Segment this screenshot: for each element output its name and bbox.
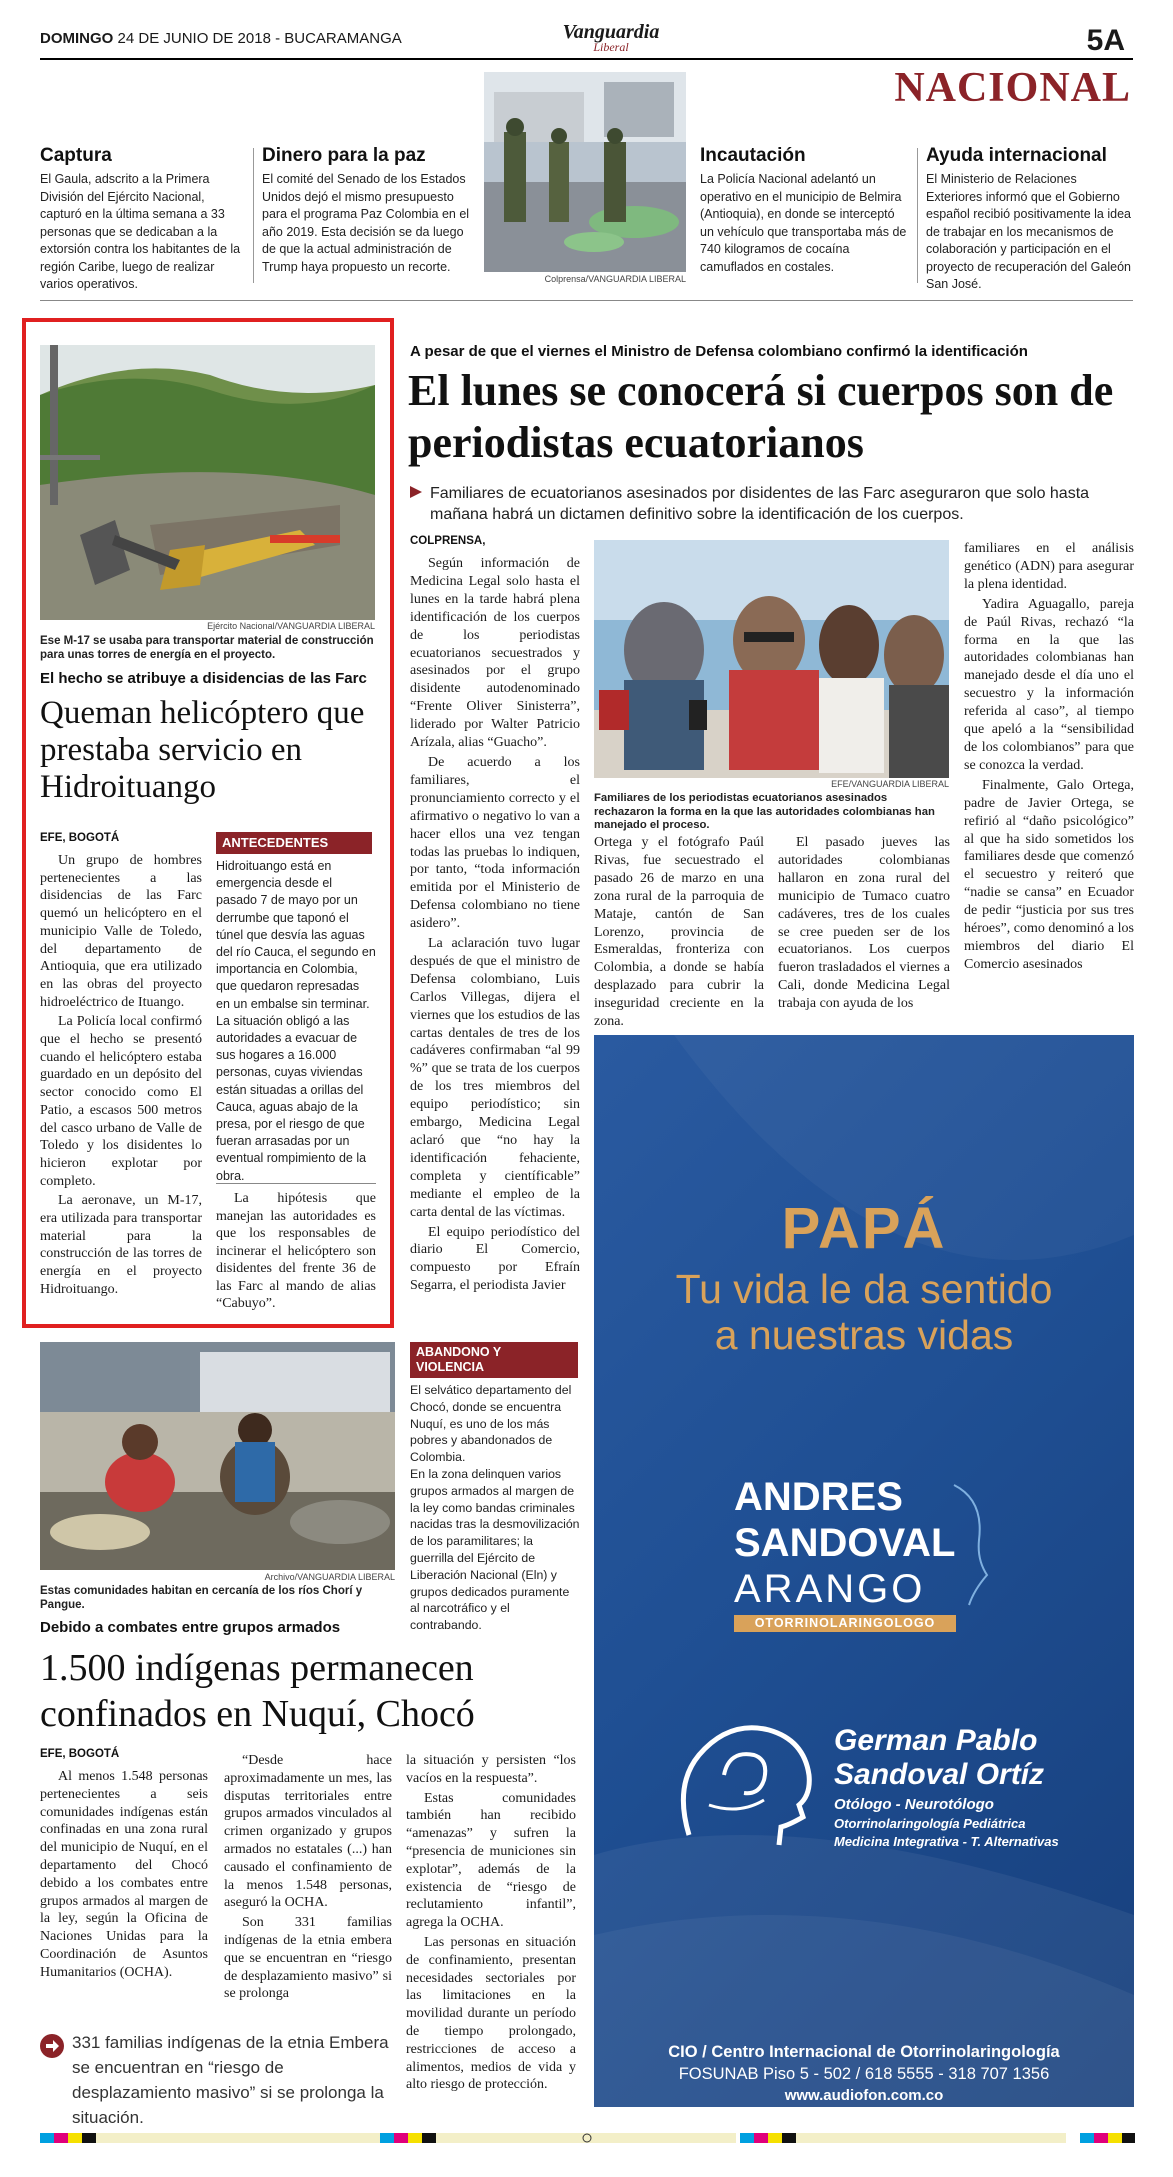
photo-credit: EFE/VANGUARDIA LIBERAL: [831, 779, 949, 789]
brief-title: Ayuda internacional: [926, 145, 1107, 166]
date-rest: 24 DE JUNIO DE 2018 - BUCARAMANGA: [117, 30, 402, 47]
story-byline: EFE, BOGOTÁ: [40, 1748, 120, 1760]
paragraph: Son 331 familias indígenas de la etnia embera que se encuentran en “riesgo de desplazamiento masivo” si se prolonga: [224, 1915, 392, 2002]
brief-title: Incautación: [700, 145, 806, 166]
deck-arrow-icon: [410, 486, 422, 498]
brief-text: El Ministerio de Relaciones Exteriores informó que el Gobierno español recibió positivamente la idea de trabajar en los mecanismos de colaboración y participación en el proyecto de recuperación del Galeón San José.: [926, 172, 1131, 291]
brief-captura: [40, 145, 245, 294]
photo-caption: Familiares de los periodistas ecuatorianos asesinados rechazaron la forma en la que las autoridades colombianas han manejado el proceso.: [594, 792, 935, 831]
sidebar-box: [216, 858, 376, 1185]
date-line: [40, 30, 402, 47]
brief-title: Dinero para la paz: [262, 145, 426, 166]
doctor2-spec3: Medicina Integrativa - T. Alternativas: [834, 1834, 1059, 1849]
header-rule: [40, 58, 1133, 60]
section-title: NACIONAL: [894, 65, 1131, 111]
sidebar-paragraph: La situación obligó a las autoridades a evacuar de sus hogares a 16.000 personas, cuyas viviendas están situadas a orillas del Cauca, aguas abajo de la presa, por el riesgo de que fueran arrasadas por un eventual rompimiento de la obra.: [216, 1013, 367, 1183]
story-kicker: Debido a combates entre grupos armados: [40, 1619, 341, 1636]
paragraph: Yadira Aguagallo, pareja de Paúl Rivas, rechazó “la forma en la que las autoridades colombianas han manejado desde el día uno el secuestro y la información referida al caso”, al tiempo que apeló a la “sensibilidad de los colombianos” para que se conozca la verdad.: [964, 596, 1134, 773]
paragraph: De acuerdo a los familiares, el pronunciamiento correcto y el afirmativo o negativo lo van a hacer ellos una vez tengan todas las pruebas lo indiquen, por tanto, “toda información emitida por el Ministerio de Defensa colombiano no tiene asidero”.: [410, 754, 580, 932]
sidebar-paragraph: El selvático departamento del Chocó, donde se encuentra Nuquí, es uno de los más pobres y abandonados de Colombia.: [410, 1383, 572, 1465]
main-deck: Familiares de ecuatorianos asesinados por disidentes de las Farc aseguraron que solo hasta mañana habrá un dictamen definitivo sobre la identificación de los cuerpos.: [430, 485, 1090, 523]
paragraph: La aclaración tuvo lugar después de que el ministro de Defensa colombiano, Luis Carlos Villegas, dijera el viernes que los estudios de las cartas dentales de tres de los cadáveres confirmaban “al 99 %” que se trata de los cuerpos de los tres miembros del equipo periodístico; sin embargo, Medicina Legal aclaró que “no hay la identificación fehaciente, completa y científicable” mediante el empleo de la carta dental de las víctimas.: [410, 936, 580, 1220]
paragraph: Al menos 1.548 personas pertenecientes a seis comunidades indígenas están confinadas en una zona rural del municipio de Nuquí, en el departamento del Chocó debido a los combates entre grupos armados al margen de la ley, según la Oficina de Naciones Unidas para la Coordinación de Asuntos Humanitarios (OCHA).: [40, 1769, 208, 1980]
doctor1-last: SANDOVAL: [734, 1521, 956, 1565]
main-col1: [410, 555, 580, 1297]
ad-tagline-2: a nuestras vidas: [714, 1312, 1014, 1358]
sidebar-paragraph: En la zona delinquen varios grupos armados al margen de la ley como bandas criminales nacidas tras la desmovilización de los paramilitares; la guerrilla del Ejército de Liberación Nacional (Eln) y grupos dedicados puramente al narcotráfico y el contrabando.: [410, 1466, 580, 1633]
brief-ayuda: [926, 145, 1136, 294]
doctor1-specialty: OTORRINOLARINGOLOGO: [734, 1615, 956, 1632]
pullquote: 331 familias indígenas de la etnia Embera se encuentran en “riesgo de desplazamiento masivo” si se prolonga la situación.: [72, 2033, 389, 2127]
main-col3: [778, 834, 950, 1015]
helicopter-photo: [40, 345, 375, 620]
brief-title: Captura: [40, 145, 112, 166]
brief-dinero: [262, 145, 472, 276]
print-color-bar: [40, 2128, 1135, 2138]
indigenas-col2: [224, 1752, 392, 2005]
brief-photo: [484, 72, 686, 272]
photo-caption: Estas comunidades habitan en cercanía de los ríos Chorí y Pangue.: [40, 1585, 363, 1611]
photo-credit: Colprensa/VANGUARDIA LIBERAL: [544, 274, 686, 284]
divider: [253, 148, 254, 283]
paragraph: El equipo periodístico del diario El Comercio, compuesto por Efraín Segarra, el periodista Javier: [410, 1224, 580, 1294]
photo-credit: Archivo/VANGUARDIA LIBERAL: [264, 1572, 395, 1582]
story-body: [40, 852, 202, 1301]
story-headline: Queman helicóptero que prestaba servicio en Hidroituango: [40, 695, 365, 805]
doctor2-spec2: Otorrinolaringología Pediátrica: [834, 1816, 1026, 1831]
head-profile-icon: [669, 1715, 819, 1855]
indigenas-photo: [40, 1342, 395, 1570]
briefs-rule: [40, 300, 1133, 301]
indigenas-col3: [406, 1752, 576, 2096]
doctor2-name2: Sandoval Ortíz: [834, 1758, 1045, 1791]
ad-center: CIO / Centro Internacional de Otorrinolaringología: [668, 2043, 1060, 2061]
story-headline: 1.500 indígenas permanecen confinados en Nuquí, Chocó: [40, 1647, 475, 1735]
paragraph: Un grupo de hombres pertenecientes a las disidencias de las Farc quemó un helicóptero en el municipio Valle de Toledo, del departamento de Antioquia, que era utilizado en las obras del proyecto hidroeléctrico de Ituango.: [40, 853, 202, 1010]
paragraph: Ortega y el fotógrafo Paúl Rivas, fue secuestrado el pasado 26 de marzo en una zona rural de la parroquia de Mataje, cantón de San Lorenzo, provincia de Esmeraldas, fronteriza con Colombia, a donde se había desplazado para cubrir la inseguridad creciente en la zona.: [594, 835, 764, 1030]
main-headline: El lunes se conocerá si cuerpos son de periodistas ecuatorianos: [408, 366, 1114, 467]
sidebar-box: [410, 1382, 580, 1634]
ad-papa: PAPÁ: [781, 1196, 947, 1261]
indigenas-col1: [40, 1768, 208, 1984]
paragraph: familiares en el análisis genético (ADN) para asegurar la plena identidad.: [964, 541, 1134, 592]
arrow-right-icon: [40, 2034, 64, 2058]
doctor1-first: ANDRES: [734, 1475, 903, 1519]
photo-credit: Ejército Nacional/VANGUARDIA LIBERAL: [207, 621, 375, 631]
sidebar-rule: [216, 1183, 376, 1184]
sidebar-tag: ANTECEDENTES: [216, 832, 372, 854]
brief-text: El Gaula, adscrito a la Primera División del Ejército Nacional, capturó en la última semana a 33 personas que se dedicaban a la extorsión contra los habitantes de la región Caribe, luego de realizar varios operativos.: [40, 172, 241, 291]
paragraph: “Desde hace aproximadamente un mes, las disputas territoriales entre grupos armados vinculados al crimen organizado y grupos armados no estatales (...) han causado el confinamiento de la menos 1.548 personas, aseguró la OCHA.: [224, 1753, 392, 1911]
paragraph: la situación y persisten “los vacíos en la respuesta”.: [406, 1753, 576, 1786]
brief-text: La Policía Nacional adelantó un operativo en el municipio de Belmira (Antioquia), en donde se interceptó un vehículo que transportaba más de 740 kilogramos de cocaína camuflados en costales.: [700, 172, 907, 274]
paragraph: Estas comunidades también han recibido “amenazas” y sufren la “presencia de municiones sin explotar”, además de la existencia de “riesgo de reclutamiento infantil”, agrega la OCHA.: [406, 1790, 576, 1931]
main-col2: [594, 834, 764, 1033]
date-day: DOMINGO: [40, 30, 114, 47]
brief-text: El comité del Senado de los Estados Unidos dejó el mismo presupuesto para el programa Paz Colombia en el año 2019. Esta decisión se da luego de que la actual administración de Trump haya propuesto un recorte.: [262, 172, 470, 274]
main-byline: COLPRENSA,: [410, 535, 486, 547]
paragraph: Las personas en situación de confinamiento, presentan necesidades sectoriales por las limitaciones en la movilidad durante un período de tiempo prolongado, restricciones de acceso a alimentos, medios de vida y alto riesgo de protección.: [406, 1934, 576, 2093]
brief-incautacion: [700, 145, 910, 276]
sidebar-paragraph: Hidroituango está en emergencia desde el pasado 7 de mayo por un derrumbe que taponó el túnel que desvía las aguas del río Cauca, el segundo en importancia en Colombia, que quedaron represadas en un embalse sin terminar.: [216, 859, 376, 1011]
story-byline: EFE, BOGOTÁ: [40, 832, 120, 844]
doctor2-spec1: Otólogo - Neurotólogo: [834, 1796, 994, 1813]
paragraph: La aeronave, un M-17, era utilizada para transportar material para la construcción de las torres de energía en el proyecto Hidroituango.: [40, 1193, 202, 1297]
photo-caption: Ese M-17 se usaba para transportar material de construcción para unas torres de energía en el proyecto.: [40, 635, 374, 661]
paragraph: La Policía local confirmó que el hecho se presentó cuando el helicóptero estaba guardado en un depósito del sector conocido como El Patio, a escasos 500 metros del casco urbano de Valle de Toledo y los disidentes lo hicieron explotar por completo.: [40, 1014, 202, 1189]
divider: [917, 148, 918, 283]
doctor2-name1: German Pablo: [834, 1724, 1038, 1757]
paragraph: La hipótesis que manejan las autoridades es que los responsables de incinerar el helicóptero son disidentes del frente 36 de las Farc al mando de alias “Cabuyo”.: [216, 1191, 376, 1311]
main-col4: [964, 540, 1134, 976]
paragraph: Según información de Medicina Legal solo hasta el lunes en la tarde habrá plena identificación de los cuerpos de los periodistas ecuatorianos secuestrados y asesinados por el grupo disidente autodenominado “Frente Oliver Sinisterra”, liderado por Walter Patricio Arízala, alias “Guacho”.: [410, 556, 580, 751]
advertisement[interactable]: [594, 1035, 1134, 2107]
ad-website[interactable]: www.audiofon.com.co: [784, 2087, 944, 2104]
sidebar-tag: ABANDONO Y VIOLENCIA: [410, 1342, 578, 1378]
story-body-end: [216, 1190, 376, 1315]
page-number: 5A: [1086, 24, 1125, 57]
ear-profile-icon: [949, 1480, 989, 1610]
doctor1-second: ARANGO: [734, 1567, 926, 1611]
paragraph: Finalmente, Galo Ortega, padre de Javier Ortega, se refirió al “daño psicológico” al que ha sido sometidos los familiares desde que comenzó el secuestro y reiteró que “nadie se cansa” en Ecuador de pedir “justicia por sus tres héroes”, como denominó a los miembros del diario El Comercio asesinados: [964, 777, 1134, 972]
newspaper-logo: Vanguardia Liberal: [562, 21, 660, 54]
story-kicker: El hecho se atribuye a disidencias de las Farc: [40, 670, 367, 687]
ad-address: FOSUNAB Piso 5 - 502 / 618 5555 - 318 707 1356: [678, 2065, 1050, 2083]
main-photo: [594, 540, 949, 778]
paragraph: El pasado jueves las autoridades colombianas hallaron en zona rural del municipio de Tumaco cuatro cadáveres, tres de los cuales se cree pueden ser de los ecuatorianos. Los cuerpos fueron trasladados el viernes a Cali, donde Medicina Legal trabaja con ayuda de los: [778, 835, 950, 1012]
ad-tagline-1: Tu vida le da sentido: [675, 1266, 1053, 1312]
main-kicker: A pesar de que el viernes el Ministro de Defensa colombiano confirmó la identificación: [410, 343, 1028, 360]
